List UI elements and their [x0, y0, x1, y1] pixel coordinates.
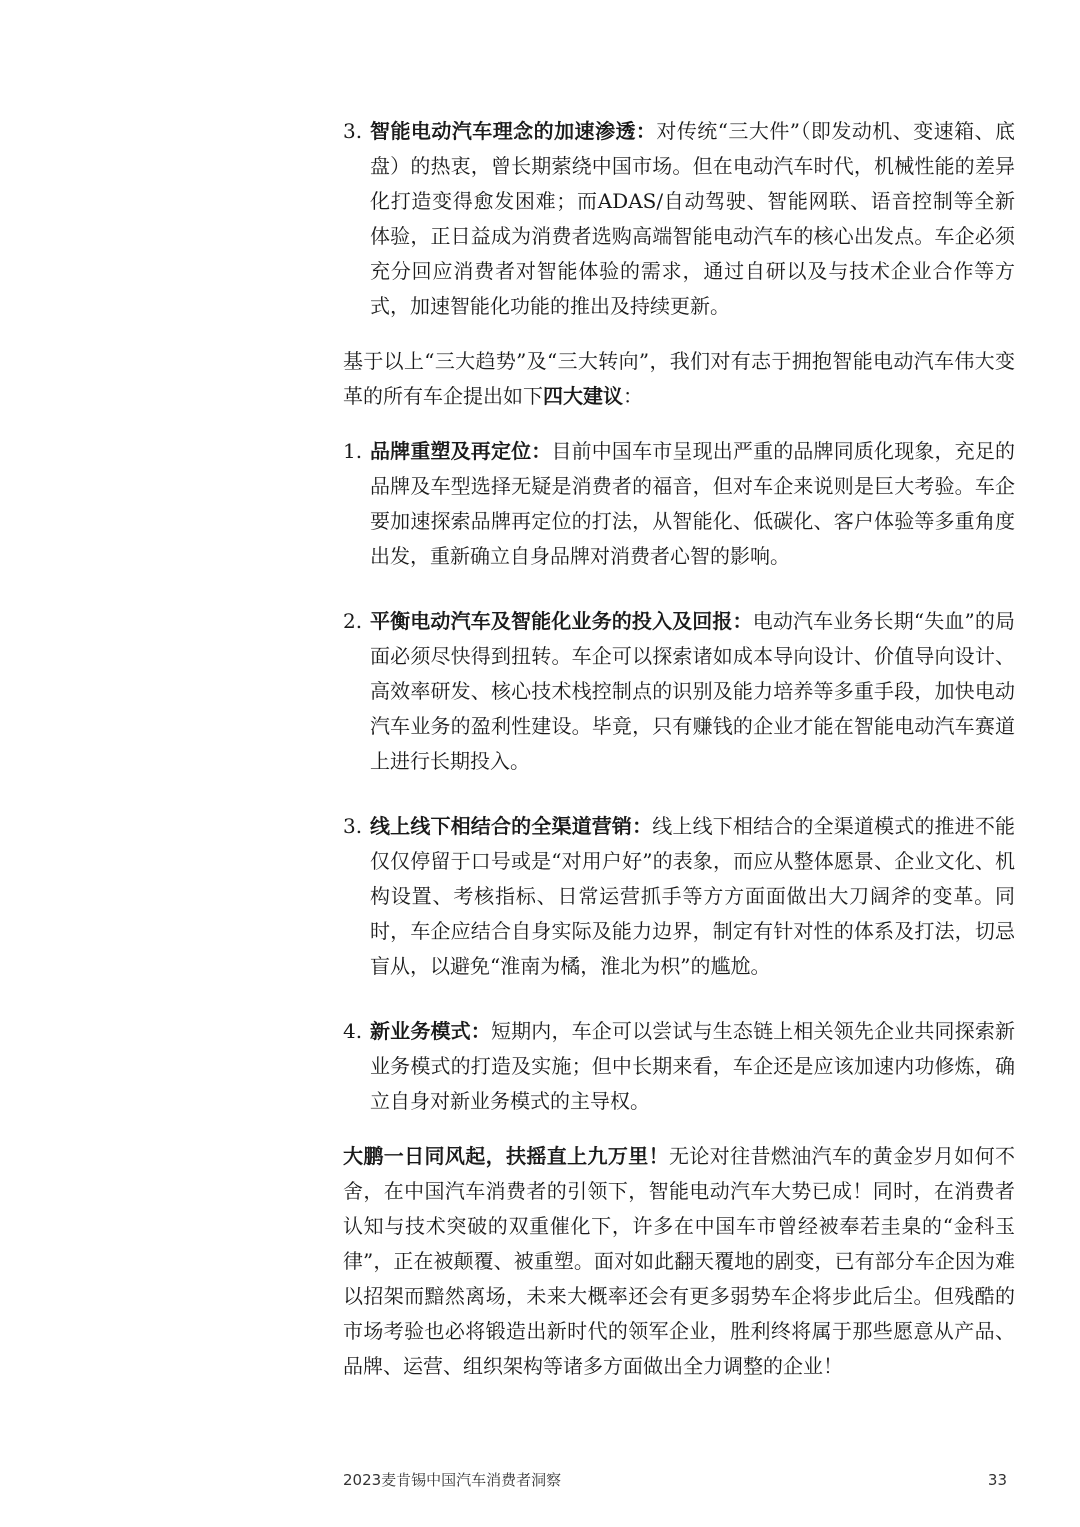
suggestion-item-4	[343, 1014, 1015, 1119]
intro-bold: 四大建议	[543, 384, 623, 408]
intro-suffix: ：	[623, 384, 643, 408]
item-title: 品牌重塑及再定位：	[370, 439, 552, 463]
page-number: 33	[987, 1471, 1007, 1489]
item-text: 对传统“三大件”（即发动机、变速箱、底盘）的热衷，曾长期萦绕中国市场。但在电动汽车时代，机械性能的差异化打造变得愈发困难；而ADAS/自动驾驶、智能网联、语音控制等全新体验，正日益成为消费者选购高端智能电动汽车的核心出发点。车企必须充分回应消费者对智能体验的需求，通过自研以及与技术企业合作等方式，加速智能化功能的推出及持续更新。	[370, 119, 1016, 318]
item-title: 平衡电动汽车及智能化业务的投入及回报：	[370, 609, 753, 633]
item-text: 线上线下相结合的全渠道模式的推进不能仅仅停留于口号或是“对用户好”的表象，而应从整体愿景、企业文化、机构设置、考核指标、日常运营抓手等方方面面做出大刀阔斧的变革。同时，车企应结合自身实际及能力边界，制定有针对性的体系及打法，切忌盲从，以避免“淮南为橘，淮北为枳”的尴尬。	[370, 814, 1016, 978]
item-body	[370, 604, 1015, 779]
item-number: 4.	[343, 1019, 363, 1043]
item-body	[370, 809, 1015, 984]
item-title: 线上线下相结合的全渠道营销：	[370, 814, 653, 838]
conclusion-paragraph	[343, 1139, 1015, 1384]
conclusion-text: 无论对往昔燃油汽车的黄金岁月如何不舍，在中国汽车消费者的引领下，智能电动汽车大势已成！同时，在消费者认知与技术突破的双重催化下，许多在中国车市曾经被奉若圭臬的“金科玉律”，正在被颠覆、被重塑。面对如此翻天覆地的剧变，已有部分车企因为难以招架而黯然离场，未来大概率还会有更多弱势车企将步此后尘。但残酷的市场考验也必将锻造出新时代的领军企业，胜利终将属于那些愿意从产品、品牌、运营、组织架构等诸多方面做出全力调整的企业！	[343, 1144, 1015, 1378]
item-body	[370, 114, 1015, 324]
footer-title: 2023麦肯锡中国汽车消费者洞察	[343, 1471, 562, 1489]
suggestion-item-1	[343, 434, 1015, 574]
report-body	[343, 114, 1015, 1384]
item-text: 电动汽车业务长期“失血”的局面必须尽快得到扭转。车企可以探索诸如成本导向设计、价值导向设计、高效率研发、核心技术栈控制点的识别及能力培养等多重手段，加快电动汽车业务的盈利性建设。毕竟，只有赚钱的企业才能在智能电动汽车赛道上进行长期投入。	[370, 609, 1015, 773]
item-title: 智能电动汽车理念的加速渗透：	[370, 119, 657, 143]
item-number: 1.	[343, 439, 363, 463]
suggestion-item-2	[343, 604, 1015, 779]
trend-item-3	[343, 114, 1015, 324]
suggestion-item-3	[343, 809, 1015, 984]
item-title: 新业务模式：	[370, 1019, 491, 1043]
item-text: 目前中国车市呈现出严重的品牌同质化现象，充足的品牌及车型选择无疑是消费者的福音，但对车企来说则是巨大考验。车企要加速探索品牌再定位的打法，从智能化、低碳化、客户体验等多重角度出发，重新确立自身品牌对消费者心智的影响。	[370, 439, 1016, 568]
item-body	[370, 1014, 1015, 1119]
conclusion-bold: 大鹏一日同风起，扶摇直上九万里！	[343, 1144, 669, 1168]
item-body	[370, 434, 1015, 574]
intro-paragraph	[343, 344, 1015, 414]
item-number: 3.	[343, 814, 363, 838]
item-number: 3.	[343, 119, 363, 143]
item-text: 短期内，车企可以尝试与生态链上相关领先企业共同探索新业务模式的打造及实施；但中长期来看，车企还是应该加速内功修炼，确立自身对新业务模式的主导权。	[370, 1019, 1016, 1113]
intro-text: 基于以上“三大趋势”及“三大转向”，我们对有志于拥抱智能电动汽车伟大变革的所有车企提出如下	[343, 349, 1015, 408]
item-number: 2.	[343, 609, 363, 633]
